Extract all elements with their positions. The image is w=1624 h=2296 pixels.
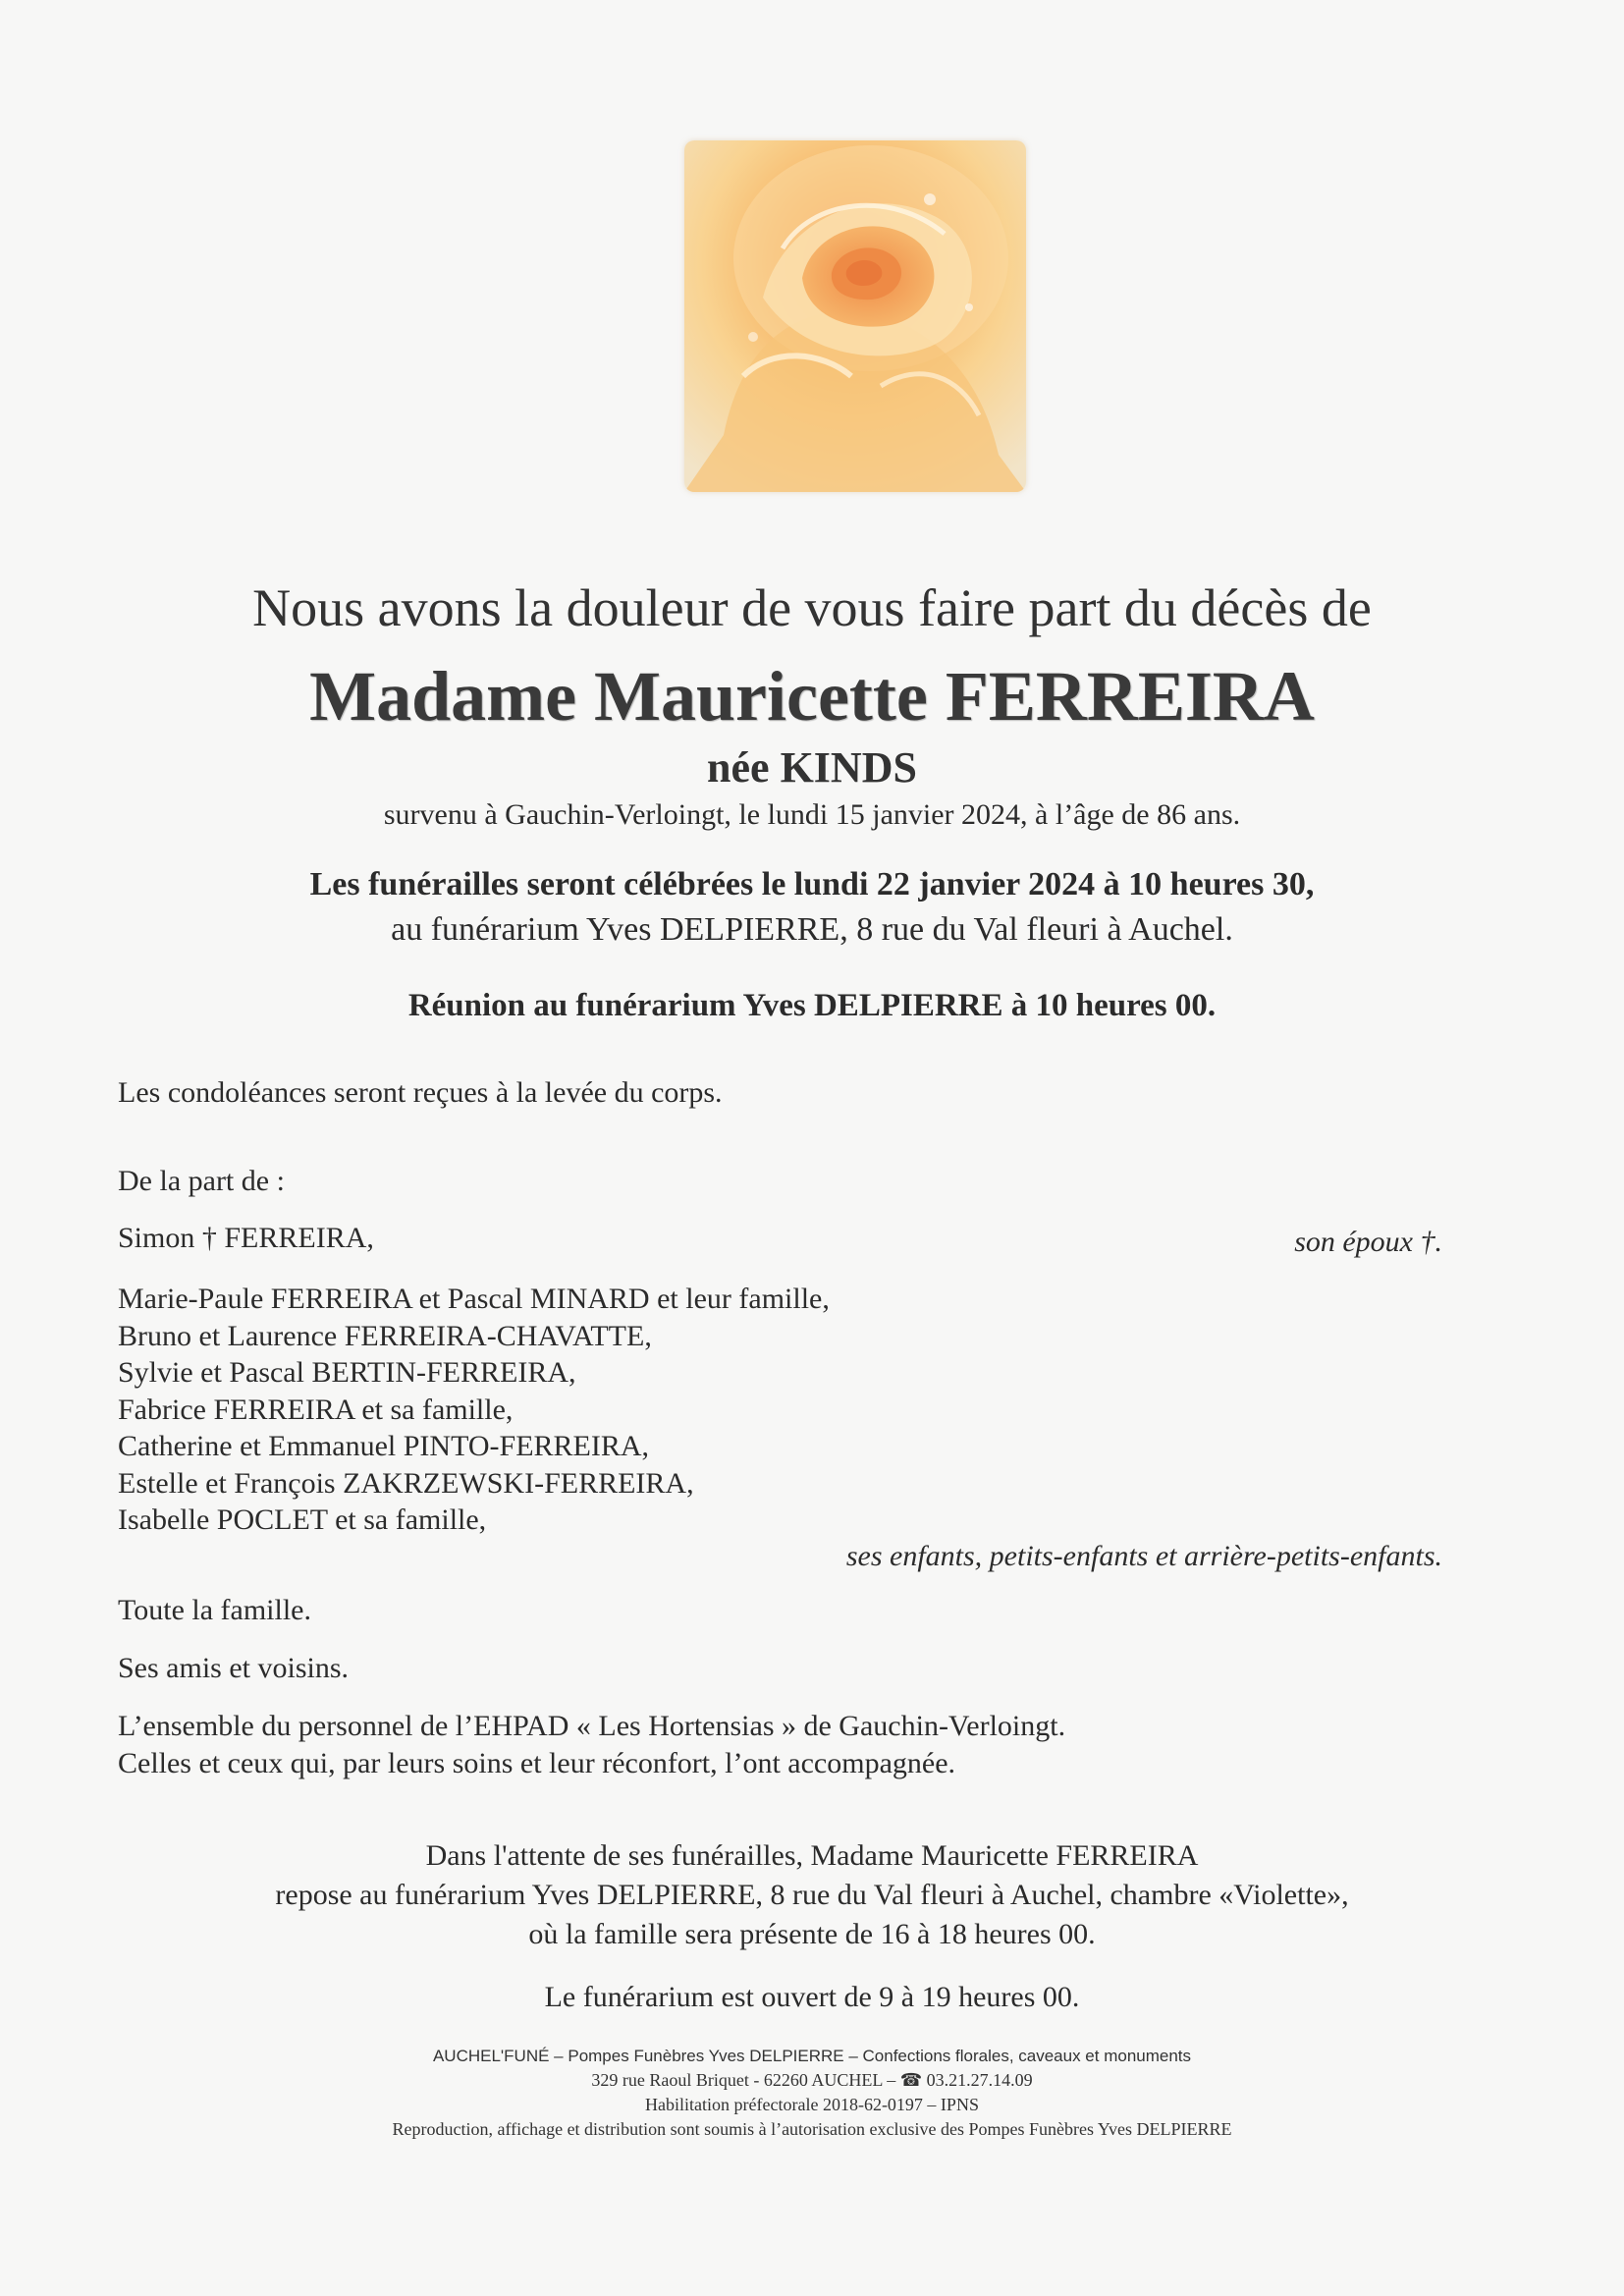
footer-address: 329 rue Raoul Briquet - 62260 AUCHEL – xyxy=(591,2070,896,2090)
death-details: survenu à Gauchin-Verloingt, le lundi 15 janvier 2024, à l’âge de 86 ans. xyxy=(383,798,1241,831)
waiting-line-2: repose au funérarium Yves DELPIERRE, 8 rue du Val fleuri à Auchel, chambre «Violette», xyxy=(275,1879,1349,1911)
footer-phone: 03.21.27.14.09 xyxy=(926,2070,1033,2090)
list-item: Sylvie et Pascal BERTIN-FERREIRA, xyxy=(118,1356,576,1389)
staff-line-1: L’ensemble du personnel de l’EHPAD « Les Hortensias » de Gauchin-Verloingt. xyxy=(118,1710,1066,1742)
family-text: Toute la famille. xyxy=(118,1594,311,1626)
list-item: Fabrice FERREIRA et sa famille, xyxy=(118,1393,514,1426)
spouse-relation: son époux †. xyxy=(1294,1226,1442,1258)
footer-contact xyxy=(0,2068,1624,2093)
deceased-name: Madame Mauricette FERREIRA xyxy=(309,657,1315,736)
maiden-name: née KINDS xyxy=(707,743,917,792)
reunion-text: Réunion au funérarium Yves DELPIERRE à 10 heures 00. xyxy=(407,988,1217,1023)
waiting-line-3: où la famille sera présente de 16 à 18 heures 00. xyxy=(528,1918,1096,1950)
rose-photo xyxy=(684,140,1026,492)
condolences-text: Les condoléances seront reçues à la levée du corps. xyxy=(118,1076,723,1109)
waiting-line-1: Dans l'attente de ses funérailles, Madame Mauricette FERREIRA xyxy=(425,1839,1199,1872)
footer-company: AUCHEL'FUNÉ – Pompes Funèbres Yves DELPIERRE – Confections florales, caveaux et monuments xyxy=(432,2047,1192,2065)
rose-icon xyxy=(684,140,1026,492)
list-item: Bruno et Laurence FERREIRA-CHAVATTE, xyxy=(118,1319,652,1352)
waiting-info xyxy=(0,1836,1624,1954)
list-item: Isabelle POCLET et sa famille, xyxy=(118,1503,487,1536)
staff-line-2: Celles et ceux qui, par leurs soins et leur réconfort, l’ont accompagnée. xyxy=(118,1747,956,1779)
children-list xyxy=(118,1281,830,1539)
spouse-name: Simon † FERREIRA, xyxy=(118,1222,374,1254)
children-relation: ses enfants, petits-enfants et arrière-petits-enfants. xyxy=(845,1540,1442,1572)
intro-text: Nous avons la douleur de vous faire part du décès de xyxy=(252,578,1372,637)
footer xyxy=(0,2044,1624,2142)
list-item: Estelle et François ZAKRZEWSKI-FERREIRA, xyxy=(118,1466,694,1500)
footer-license: Habilitation préfectorale 2018-62-0197 – IPNS xyxy=(645,2095,979,2114)
opening-hours: Le funérarium est ouvert de 9 à 19 heures 00. xyxy=(544,1981,1080,2013)
from-label: De la part de : xyxy=(118,1165,285,1197)
list-item: Catherine et Emmanuel PINTO-FERREIRA, xyxy=(118,1430,650,1462)
friends-text: Ses amis et voisins. xyxy=(118,1652,350,1684)
funeral-location: au funérarium Yves DELPIERRE, 8 rue du Val fleuri à Auchel. xyxy=(391,911,1233,948)
footer-copyright: Reproduction, affichage et distribution sont soumis à l’autorisation exclusive des Pompes Funèbres Yves DELPIERRE xyxy=(392,2119,1232,2139)
funeral-date: Les funérailles seront célébrées le lundi 22 janvier 2024 à 10 heures 30, xyxy=(309,866,1315,902)
list-item: Marie-Paule FERREIRA et Pascal MINARD et leur famille, xyxy=(118,1283,830,1315)
telephone-icon: ☎ xyxy=(899,2070,923,2090)
